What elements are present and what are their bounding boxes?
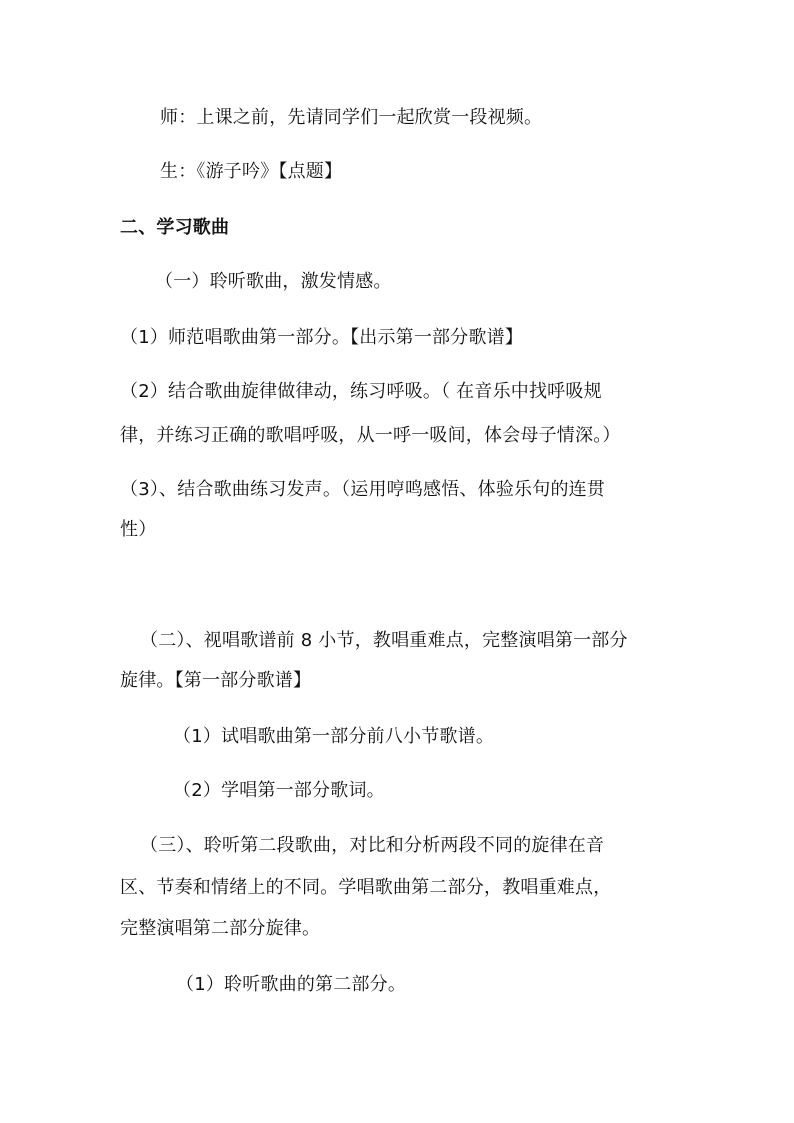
item-3-1: （1）聆听歌曲的第二部分。 xyxy=(176,974,407,995)
subsection-3-line-2: 区、节奏和情绪上的不同。学唱歌曲第二部分，教唱重难点， xyxy=(120,877,612,898)
item-1-1: （1）师范唱歌曲第一部分。【出示第一部分歌谱】 xyxy=(120,327,524,348)
item-1-3-line-1: （3）、结合歌曲练习发声。（运用哼鸣感悟、体验乐句的连贯 xyxy=(120,479,606,500)
section-heading: 二、学习歌曲 xyxy=(120,217,230,238)
subsection-3-line-3: 完整演唱第二部分旋律。 xyxy=(120,918,321,939)
subsection-2-line-2: 旋律。【第一部分歌谱】 xyxy=(120,670,312,691)
item-2-1: （1）试唱歌曲第一部分前八小节歌谱。 xyxy=(173,726,495,747)
teacher-line: 师：上课之前，先请同学们一起欣赏一段视频。 xyxy=(160,107,543,128)
subsection-2-line-1: （二）、视唱歌谱前 8 小节，教唱重难点，完整演唱第一部分 xyxy=(140,630,628,651)
item-1-3-line-2: 性） xyxy=(120,519,157,540)
subsection-1-heading: （一）聆听歌曲，激发情感。 xyxy=(155,271,392,292)
student-line: 生：《游子吟》【点题】 xyxy=(160,161,343,182)
item-2-2: （2）学唱第一部分歌词。 xyxy=(173,780,385,801)
item-1-2-line-2: 律，并练习正确的歌唱呼吸，从一呼一吸间，体会母子情深。） xyxy=(120,425,621,446)
item-1-2-line-1: （2）结合歌曲旋律做律动，练习呼吸。（ 在音乐中找呼吸规 xyxy=(120,381,602,402)
subsection-3-line-1: （三）、聆听第二段歌曲，对比和分析两段不同的旋律在音 xyxy=(140,835,605,856)
